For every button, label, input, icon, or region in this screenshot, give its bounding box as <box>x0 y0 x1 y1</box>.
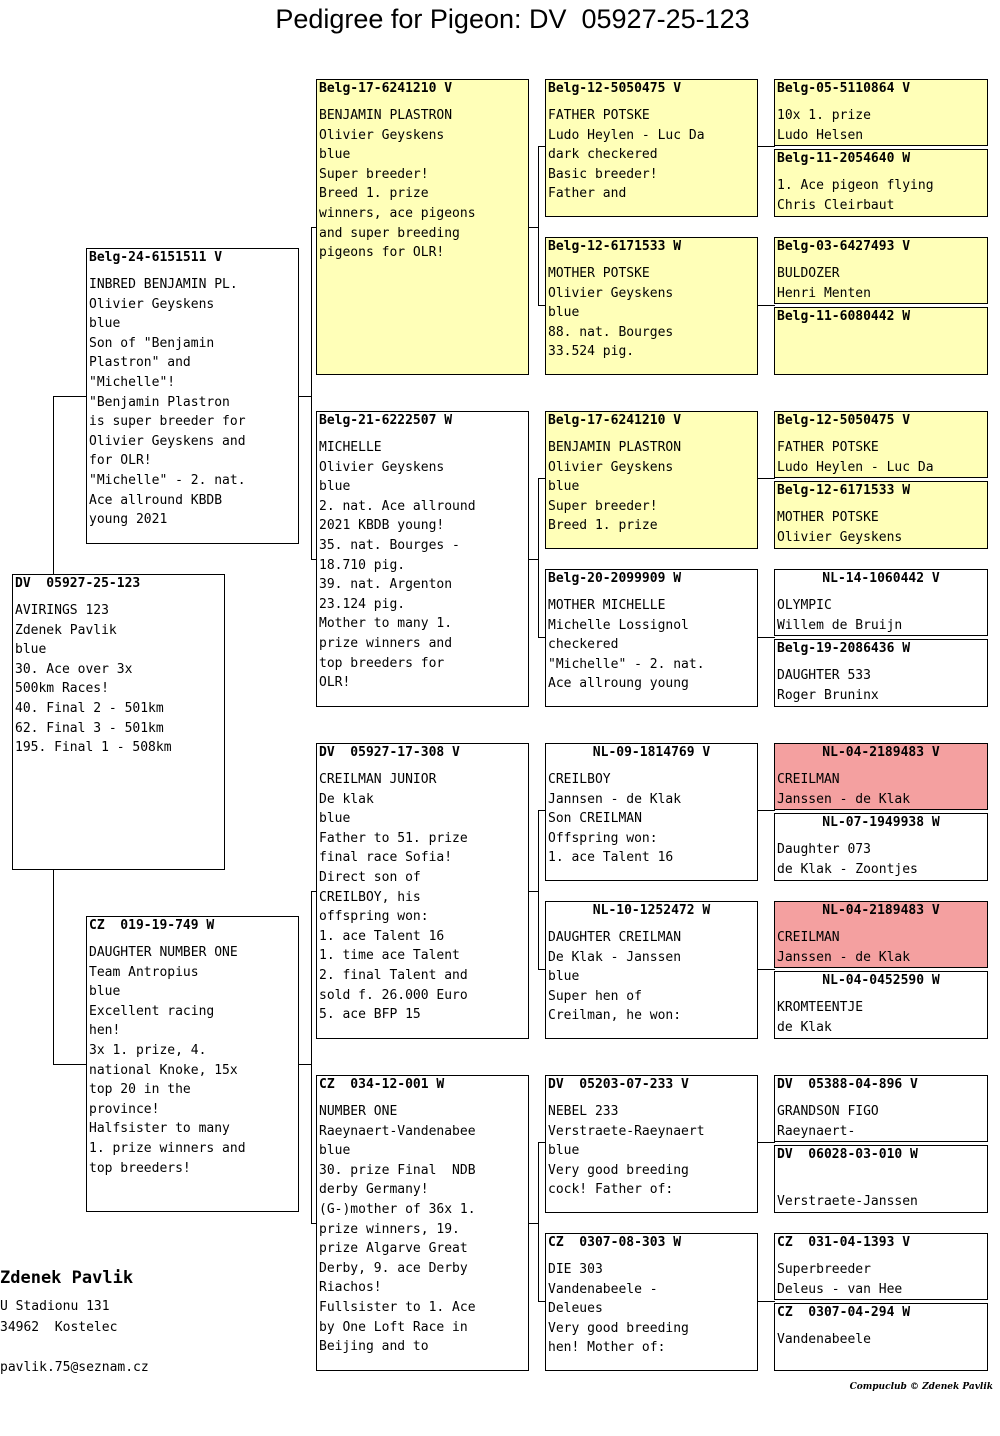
connector-line <box>538 146 539 306</box>
ring-number: DV 06028-03-010 W <box>777 1147 918 1162</box>
connector-line <box>538 810 545 811</box>
pedigree-card-sire-dam[interactable] <box>316 411 529 707</box>
pigeon-details: NEBEL 233 Verstraete-Raeynaert blue Very good breeding cock! Father of: <box>548 1104 705 1198</box>
ring-number: NL-04-2189483 V <box>822 745 940 760</box>
connector-line <box>53 869 54 1064</box>
owner-name: Zdenek Pavlik <box>0 1268 134 1288</box>
ring-number: Belg-24-6151511 V <box>89 250 223 265</box>
ring-number: NL-10-1252472 W <box>592 903 711 918</box>
connector-line <box>538 1142 545 1143</box>
pedigree-card-dam-sire[interactable] <box>316 743 529 1039</box>
pigeon-details: MOTHER MICHELLE Michelle Lossignol checkered "Michelle" - 2. nat. Ace allroung young <box>548 598 705 692</box>
pigeon-details: CREILBOY Jannsen - de Klak Son CREILMAN Offspring won: 1. ace Talent 16 <box>548 772 682 866</box>
pigeon-details: Superbreeder Deleus - van Hee <box>777 1262 903 1297</box>
pigeon-details: INBRED BENJAMIN PL. Olivier Geyskens blue Son of "Benjamin Plastron" and "Michelle"! "Benjamin Plastron is super breeder for Olivier Geyskens and for OLR! "Michelle" - 2. nat. Ace allround KBDB young 2021 <box>89 277 246 528</box>
pigeon-details: BENJAMIN PLASTRON Olivier Geyskens blue Super breeder! Breed 1. prize winners, ace pigeons and super breeding pigeons for OLR! <box>319 108 476 261</box>
pigeon-details: AVIRINGS 123 Zdenek Pavlik blue 30. Ace over 3x 500km Races! 40. Final 2 - 501km 62. Final 3 - 501km 195. Final 1 - 508km <box>15 603 172 756</box>
owner-email: pavlik.75@seznam.cz <box>0 1360 149 1375</box>
ring-number: NL-14-1060442 V <box>822 571 940 586</box>
connector-line <box>538 810 539 970</box>
pedigree-card-sire-sire[interactable] <box>316 79 529 375</box>
ring-number: Belg-12-6171533 W <box>777 483 911 498</box>
connector-line <box>538 305 545 306</box>
ring-number: Belg-17-6241210 V <box>319 81 453 96</box>
ring-number: Belg-12-6171533 W <box>548 239 682 254</box>
pedigree-card-sdd[interactable] <box>545 569 758 707</box>
pigeon-details: CREILMAN Janssen - de Klak <box>777 930 911 965</box>
pigeon-details: FATHER POTSKE Ludo Heylen - Luc Da dark checkered Basic breeder! Father and <box>548 108 705 202</box>
connector-line <box>757 810 775 811</box>
pedigree-card-ssd[interactable] <box>545 237 758 375</box>
ring-number: NL-04-2189483 V <box>822 903 940 918</box>
connector-line <box>298 1064 312 1065</box>
pigeon-details: OLYMPIC Willem de Bruijn <box>777 598 903 633</box>
pedigree-card-gg-1[interactable] <box>774 79 988 146</box>
ring-number: Belg-20-2099909 W <box>548 571 682 586</box>
pigeon-details: CREILMAN Janssen - de Klak <box>777 772 911 807</box>
pedigree-card-gg-2[interactable] <box>774 149 988 217</box>
pedigree-card-ddd[interactable] <box>545 1233 758 1371</box>
ring-number: Belg-12-5050475 V <box>548 81 682 96</box>
connector-line <box>53 396 54 574</box>
connector-line <box>538 969 545 970</box>
pigeon-details: FATHER POTSKE Ludo Heylen - Luc Da <box>777 440 934 475</box>
pedigree-card-gg-16[interactable] <box>774 1303 988 1371</box>
pigeon-details: Daughter 073 de Klak - Zoontjes <box>777 842 918 877</box>
pigeon-details: BENJAMIN PLASTRON Olivier Geyskens blue Super breeder! Breed 1. prize <box>548 440 682 534</box>
pigeon-details: MICHELLE Olivier Geyskens blue 2. nat. Ace allround 2021 KBDB young! 35. nat. Bourges - 18.710 pig. 39. nat. Argenton 23.124 pig. Mother to many 1. prize winners and top breeders for OLR! <box>319 440 476 691</box>
ring-number: Belg-12-5050475 V <box>777 413 911 428</box>
pigeon-details: GRANDSON FIGO Raeynaert- <box>777 1104 879 1139</box>
pedigree-card-gg-15[interactable] <box>774 1233 988 1300</box>
pedigree-card-subject[interactable] <box>12 574 225 870</box>
ring-number: DV 05203-07-233 V <box>548 1077 689 1092</box>
pedigree-card-gg-4[interactable] <box>774 307 988 375</box>
pedigree-card-dam[interactable] <box>86 916 299 1212</box>
connector-line <box>538 637 545 638</box>
ring-number: Belg-11-6080442 W <box>777 309 911 324</box>
connector-line <box>538 478 545 479</box>
ring-number: DV 05388-04-896 V <box>777 1077 918 1092</box>
owner-address-city: 34962 Kostelec <box>0 1320 118 1335</box>
ring-number: DV 05927-17-308 V <box>319 745 460 760</box>
connector-line <box>757 305 775 306</box>
pedigree-card-gg-13[interactable] <box>774 1075 988 1142</box>
ring-number: Belg-05-5110864 V <box>777 81 911 96</box>
connector-line <box>53 1064 87 1065</box>
pedigree-card-gg-7[interactable] <box>774 569 988 636</box>
connector-line <box>538 1142 539 1302</box>
pigeon-details: 10x 1. prize Ludo Helsen <box>777 108 871 143</box>
pedigree-card-gg-5[interactable] <box>774 411 988 478</box>
pigeon-details: Verstraete-Janssen <box>777 1193 918 1209</box>
connector-line <box>538 1301 545 1302</box>
connector-line <box>757 637 775 638</box>
connector-line <box>757 1301 775 1302</box>
pigeon-details: DAUGHTER NUMBER ONE Team Antropius blue Excellent racing hen! 3x 1. prize, 4. national Knoke, 15x top 20 in the province! Halfsister to many 1. prize winners and top breeders! <box>89 945 246 1176</box>
ring-number: CZ 0307-08-303 W <box>548 1235 682 1250</box>
pigeon-details: DIE 303 Vandenabeele - Deleues Very good breeding hen! Mother of: <box>548 1262 689 1356</box>
page-title: Pedigree for Pigeon: DV 05927-25-123 <box>275 4 750 34</box>
connector-line <box>311 891 312 1223</box>
connector-line <box>757 1142 775 1143</box>
footer-copyright: Compuclub © Zdenek Pavlik <box>849 1382 993 1392</box>
connector-line <box>757 146 775 147</box>
pedigree-card-gg-9[interactable] <box>774 743 988 810</box>
ring-number: CZ 019-19-749 W <box>89 918 215 933</box>
ring-number: CZ 0307-04-294 W <box>777 1305 911 1320</box>
pigeon-details: MOTHER POTSKE Olivier Geyskens <box>777 510 903 545</box>
ring-number: NL-09-1814769 V <box>592 745 711 760</box>
ring-number: CZ 034-12-001 W <box>319 1077 445 1092</box>
pedigree-card-sss[interactable] <box>545 79 758 217</box>
pigeon-details: CREILMAN JUNIOR De klak blue Father to 51. prize final race Sofia! Direct son of CREILBOY, his offspring won: 1. ace Talent 16 1. time ace Talent 2. final Talent and sold f. 26.000 Euro 5. ace BFP 15 <box>319 772 468 1023</box>
pigeon-details: DAUGHTER 533 Roger Bruninx <box>777 668 879 703</box>
ring-number: CZ 031-04-1393 V <box>777 1235 911 1250</box>
pedigree-card-sire[interactable] <box>86 248 299 544</box>
pigeon-details: DAUGHTER CREILMAN De Klak - Janssen blue Super hen of Creilman, he won: <box>548 930 682 1024</box>
pigeon-details: MOTHER POTSKE Olivier Geyskens blue 88. nat. Bourges 33.524 pig. <box>548 266 674 360</box>
ring-number: NL-04-0452590 W <box>822 973 940 988</box>
pigeon-details: KROMTEENTJE de Klak <box>777 1000 864 1035</box>
ring-number: Belg-03-6427493 V <box>777 239 911 254</box>
ring-number: Belg-19-2086436 W <box>777 641 911 656</box>
pigeon-details: 1. Ace pigeon flying Chris Cleirbaut <box>777 178 934 213</box>
owner-address-street: U Stadionu 131 <box>0 1299 110 1314</box>
ring-number: DV 05927-25-123 <box>15 576 141 591</box>
connector-line <box>757 969 775 970</box>
pedigree-card-gg-11[interactable] <box>774 901 988 968</box>
connector-line <box>311 227 312 559</box>
connector-line <box>538 146 545 147</box>
connector-line <box>53 396 87 397</box>
pedigree-card-gg-8[interactable] <box>774 639 988 707</box>
pedigree-card-gg-10[interactable] <box>774 813 988 881</box>
connector-line <box>538 478 539 638</box>
pedigree-card-gg-6[interactable] <box>774 481 988 549</box>
ring-number: Belg-21-6222507 W <box>319 413 453 428</box>
pedigree-card-dam-dam[interactable] <box>316 1075 529 1371</box>
pedigree-card-dsd[interactable] <box>545 901 758 1039</box>
pedigree-card-gg-12[interactable] <box>774 971 988 1039</box>
ring-number: NL-07-1949938 W <box>822 815 940 830</box>
ring-number: Belg-11-2054640 W <box>777 151 911 166</box>
pigeon-details: Vandenabeele <box>777 1332 871 1347</box>
ring-number: Belg-17-6241210 V <box>548 413 682 428</box>
pigeon-details: NUMBER ONE Raeynaert-Vandenabee blue 30. prize Final NDB derby Germany! (G-)mother of 36x 1. prize winners, 19. prize Algarve Great Derby, 9. ace Derby Riachos! Fullsister to 1. Ace by One Loft Race in Beijing and to <box>319 1104 476 1355</box>
connector-line <box>298 396 312 397</box>
pedigree-card-dss[interactable] <box>545 743 758 881</box>
pedigree-card-gg-3[interactable] <box>774 237 988 304</box>
connector-line <box>757 478 775 479</box>
pedigree-card-gg-14[interactable] <box>774 1145 988 1213</box>
pigeon-details: BULDOZER Henri Menten <box>777 266 871 301</box>
pedigree-card-sds[interactable] <box>545 411 758 549</box>
pedigree-card-dds[interactable] <box>545 1075 758 1213</box>
